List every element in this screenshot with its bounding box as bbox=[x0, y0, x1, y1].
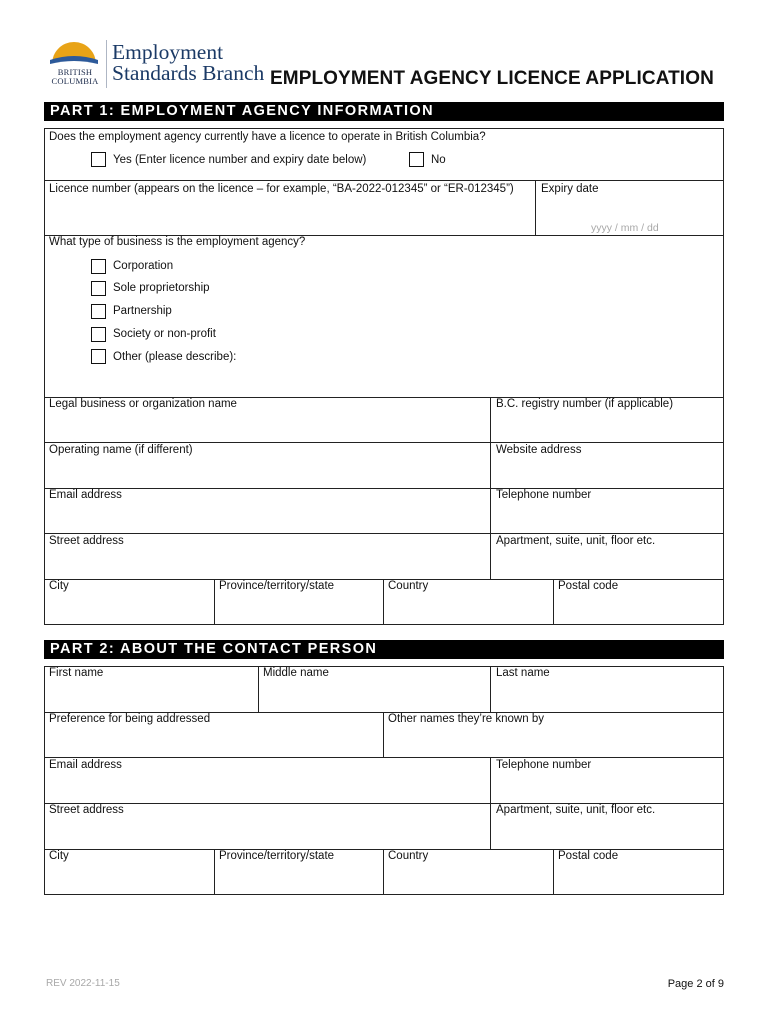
contact-postal-label: Postal code bbox=[558, 850, 619, 862]
society-nonprofit-checkbox[interactable] bbox=[91, 327, 106, 342]
preference-label: Preference for being addressed bbox=[49, 713, 211, 725]
contact-province-field[interactable] bbox=[219, 866, 379, 892]
agency-telephone-field[interactable] bbox=[495, 505, 719, 531]
contact-email-field[interactable] bbox=[49, 775, 485, 801]
contact-city-label: City bbox=[49, 850, 69, 862]
contact-street-label: Street address bbox=[49, 804, 124, 816]
contact-street-divider bbox=[490, 803, 491, 850]
contact-email-label: Email address bbox=[49, 759, 122, 771]
last-name-field[interactable] bbox=[495, 683, 719, 709]
contact-street-field[interactable] bbox=[49, 820, 485, 846]
corporation-label: Corporation bbox=[113, 260, 174, 272]
operating-name-field[interactable] bbox=[49, 460, 485, 486]
contact-telephone-label: Telephone number bbox=[496, 759, 592, 771]
other-business-checkbox[interactable] bbox=[91, 349, 106, 364]
agency-city-field[interactable] bbox=[49, 596, 209, 622]
agency-city-divider-2 bbox=[383, 579, 384, 625]
revision-date: REV 2022-11-15 bbox=[46, 978, 120, 989]
logo-divider bbox=[106, 40, 107, 88]
other-business-description-field[interactable] bbox=[113, 368, 713, 394]
registry-number-label: B.C. registry number (if applicable) bbox=[496, 398, 674, 410]
expiry-date-label: Expiry date bbox=[541, 183, 599, 195]
society-nonprofit-label: Society or non-profit bbox=[113, 328, 216, 340]
operating-name-label: Operating name (if different) bbox=[49, 444, 193, 456]
agency-street-field[interactable] bbox=[49, 551, 485, 577]
legal-name-row-divider bbox=[490, 397, 491, 443]
contact-city-divider-2 bbox=[383, 849, 384, 895]
partnership-checkbox[interactable] bbox=[91, 304, 106, 319]
website-field[interactable] bbox=[495, 460, 719, 486]
first-name-field[interactable] bbox=[49, 683, 253, 709]
agency-country-label: Country bbox=[388, 580, 429, 592]
licence-row-divider bbox=[535, 180, 536, 236]
expiry-date-placeholder: yyyy / mm / dd bbox=[591, 222, 659, 234]
other-business-label: Other (please describe): bbox=[113, 351, 237, 363]
sole-proprietorship-label: Sole proprietorship bbox=[113, 282, 210, 294]
partnership-label: Partnership bbox=[113, 305, 172, 317]
licence-no-checkbox[interactable] bbox=[409, 152, 424, 167]
agency-email-field[interactable] bbox=[49, 505, 485, 531]
licence-yes-checkbox[interactable] bbox=[91, 152, 106, 167]
agency-city-divider-1 bbox=[214, 579, 215, 625]
licence-number-label: Licence number (appears on the licence – for example, “BA-2022-012345” or “ER-012345”) bbox=[49, 183, 514, 195]
website-label: Website address bbox=[496, 444, 582, 456]
legal-name-label: Legal business or organization name bbox=[49, 398, 237, 410]
agency-apartment-label: Apartment, suite, unit, floor etc. bbox=[496, 535, 656, 547]
contact-city-field[interactable] bbox=[49, 866, 209, 892]
logo-branch-name: Employment Standards Branch bbox=[112, 40, 265, 85]
sole-proprietorship-checkbox[interactable] bbox=[91, 281, 106, 296]
contact-city-divider-1 bbox=[214, 849, 215, 895]
contact-country-label: Country bbox=[388, 850, 429, 862]
licence-question-label: Does the employment agency currently have a licence to operate in British Columbia? bbox=[49, 131, 486, 143]
agency-province-label: Province/territory/state bbox=[219, 580, 335, 592]
agency-province-field[interactable] bbox=[219, 596, 379, 622]
business-type-question: What type of business is the employment agency? bbox=[49, 236, 306, 248]
licence-no-label: No bbox=[431, 154, 446, 166]
agency-postal-field[interactable] bbox=[558, 596, 719, 622]
contact-email-divider bbox=[490, 757, 491, 804]
contact-city-divider-3 bbox=[553, 849, 554, 895]
part1-heading: PART 1: EMPLOYMENT AGENCY INFORMATION bbox=[44, 102, 724, 121]
contact-preference-divider bbox=[383, 712, 384, 758]
agency-email-label: Email address bbox=[49, 489, 122, 501]
agency-postal-label: Postal code bbox=[558, 580, 619, 592]
legal-name-field[interactable] bbox=[49, 414, 485, 440]
other-names-field[interactable] bbox=[388, 729, 719, 755]
registry-number-field[interactable] bbox=[495, 414, 719, 440]
agency-email-row-divider bbox=[490, 488, 491, 534]
last-name-label: Last name bbox=[496, 667, 550, 679]
employment-standards-branch-logo bbox=[46, 38, 266, 92]
contact-postal-field[interactable] bbox=[558, 866, 719, 892]
contact-province-label: Province/territory/state bbox=[219, 850, 335, 862]
document-title: EMPLOYMENT AGENCY LICENCE APPLICATION bbox=[270, 68, 714, 89]
middle-name-label: Middle name bbox=[263, 667, 329, 679]
page-number: Page 2 of 9 bbox=[667, 978, 724, 990]
first-name-label: First name bbox=[49, 667, 104, 679]
licence-yes-label: Yes (Enter licence number and expiry date below) bbox=[113, 154, 367, 166]
corporation-checkbox[interactable] bbox=[91, 259, 106, 274]
licence-number-field[interactable] bbox=[49, 198, 531, 232]
middle-name-field[interactable] bbox=[263, 683, 485, 709]
operating-name-row-divider bbox=[490, 442, 491, 489]
agency-telephone-label: Telephone number bbox=[496, 489, 592, 501]
agency-apartment-field[interactable] bbox=[495, 551, 719, 577]
preference-field[interactable] bbox=[49, 729, 378, 755]
other-names-label: Other names they’re known by bbox=[388, 713, 544, 725]
contact-name-divider-2 bbox=[490, 666, 491, 713]
contact-name-divider-1 bbox=[258, 666, 259, 713]
agency-city-label: City bbox=[49, 580, 69, 592]
contact-apartment-field[interactable] bbox=[495, 820, 719, 846]
agency-street-row-divider bbox=[490, 533, 491, 580]
contact-country-field[interactable] bbox=[388, 866, 548, 892]
agency-country-field[interactable] bbox=[388, 596, 548, 622]
contact-apartment-label: Apartment, suite, unit, floor etc. bbox=[496, 804, 656, 816]
agency-street-label: Street address bbox=[49, 535, 124, 547]
contact-telephone-field[interactable] bbox=[495, 775, 719, 801]
part2-heading: PART 2: ABOUT THE CONTACT PERSON bbox=[44, 640, 724, 659]
logo-province-name: BRITISH COLUMBIA bbox=[51, 67, 99, 86]
agency-city-divider-3 bbox=[553, 579, 554, 625]
